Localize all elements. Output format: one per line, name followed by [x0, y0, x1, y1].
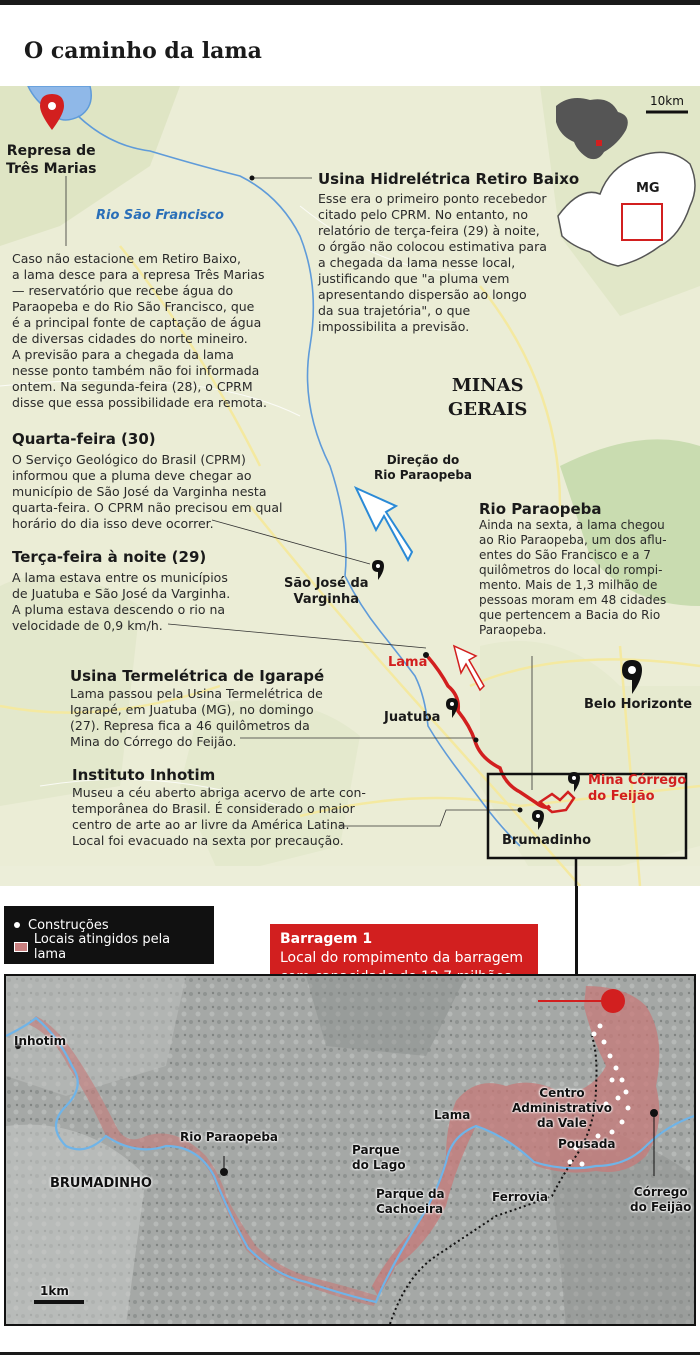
sat-label-centro-administrativo: Centro Administrativo da Vale	[512, 1086, 612, 1130]
sat-label-parque-cachoeira: Parque da Cachoeira	[376, 1187, 445, 1216]
sat-label-brumadinho: BRUMADINHO	[50, 1176, 152, 1191]
label-lama-map: Lama	[388, 655, 428, 670]
sat-label-parque-lago: Parque do Lago	[352, 1143, 406, 1172]
region-label: MINAS GERAIS	[448, 375, 528, 420]
annotation-igarape-text: Lama passou pela Usina Termelétrica de Igarapé, em Juatuba (MG), no domingo (27). Represa fica a 46 quilômetros da Mina do Córrego do Feijão.	[70, 686, 323, 749]
retiro-title: Usina Hidrelétrica Retiro Baixo	[318, 170, 580, 188]
legend-item-atingidos: Locais atingidos pela lama	[14, 936, 204, 958]
inhotim-title: Instituto Inhotim	[72, 766, 216, 784]
annotation-terca-text: A lama estava entre os municípios de Juatuba e São José da Varginha. A pluma estava descendo o rio na velocidade de 0,9 km/h.	[12, 570, 231, 633]
annotation-inhotim-text: Museu a céu aberto abriga acervo de arte con- temporânea do Brasil. É considerado o maior centro de arte ao ar livre da América Latina. Local foi evacuado na sexta por precaução.	[72, 785, 366, 848]
label-belo-horizonte: Belo Horizonte	[584, 697, 693, 712]
page-title: O caminho da lama	[24, 38, 262, 64]
sat-label-rio-paraopeba: Rio Paraopeba	[180, 1130, 279, 1144]
terca-title: Terça-feira à noite (29)	[12, 548, 207, 566]
building-dot-icon	[14, 922, 20, 928]
sat-label-pousada: Pousada	[558, 1137, 616, 1151]
label-sao-jose: São José da Varginha	[284, 576, 369, 607]
igarape-title: Usina Termelétrica de Igarapé	[70, 667, 325, 685]
bottom-rule	[0, 1352, 700, 1355]
sat-label-ferrovia: Ferrovia	[492, 1190, 548, 1204]
label-tres-marias: Represa de Três Marias	[6, 143, 97, 177]
legend-item-construcoes: Construções	[14, 914, 204, 936]
scale-bottom: 1km	[40, 1284, 69, 1298]
quarta-title: Quarta-feira (30)	[12, 430, 156, 448]
scale-top: 10km	[650, 94, 684, 108]
legend	[4, 906, 214, 964]
mud-swatch-icon	[14, 942, 28, 952]
annotation-retiro-text: Esse era o primeiro ponto recebedor citado pelo CPRM. No entanto, no relatório de terça-feira (29) à noite, o órgão não colocou estimativa para a chegada da lama nesse local, justificando que "a pluma vem apresentando dispersão ao longo da sua trajetória", o que impossibilita a previsão.	[318, 191, 547, 334]
callout-zoom-line	[575, 886, 578, 976]
annotation-tres-marias-text: Caso não estacione em Retiro Baixo, a lama desce para a represa Três Marias — reservatório que recebe água do Paraopeba e do Rio São Francisco, que é a principal fonte de captação de água de diversas cidades do norte mineiro. A previsão para a chegada da lama nesse ponto também não foi informada ontem. Na segunda-feira (28), o CPRM disse que essa possibilidade era remota.	[12, 251, 267, 410]
label-mina: Mina Córrego do Feijão	[588, 773, 687, 804]
label-brumadinho: Brumadinho	[502, 833, 592, 848]
label-direcao: Direção do Rio Paraopeba	[374, 453, 473, 482]
label-rio-sao-francisco: Rio São Francisco	[96, 208, 224, 223]
sat-label-corrego-feijao: Córrego do Feijão	[630, 1185, 692, 1214]
inset-state-label: MG	[636, 181, 660, 196]
top-rule	[0, 0, 700, 5]
annotation-quarta-text: O Serviço Geológico do Brasil (CPRM) informou que a pluma deve chegar ao município de São José da Varginha nesta quarta-feira. O CPRM não precisou em qual horário do dia isso deve ocorrer.	[12, 452, 283, 531]
sat-label-inhotim: Inhotim	[14, 1034, 67, 1048]
paraopeba-title: Rio Paraopeba	[479, 500, 602, 518]
label-juatuba: Juatuba	[384, 710, 441, 725]
barragem-callout: Barragem 1 Local do rompimento da barragem	[270, 924, 538, 1010]
annotation-paraopeba-text: Ainda na sexta, a lama chegou ao Rio Paraopeba, um dos aflu- entes do São Francisco e a 7 quilômetros do local do rompi- mento. Mais de 1,3 milhão de pessoas moram em 48 cidades que pertencem a Bacia do Rio Paraopeba.	[479, 518, 667, 637]
sat-label-lama: Lama	[434, 1108, 471, 1122]
